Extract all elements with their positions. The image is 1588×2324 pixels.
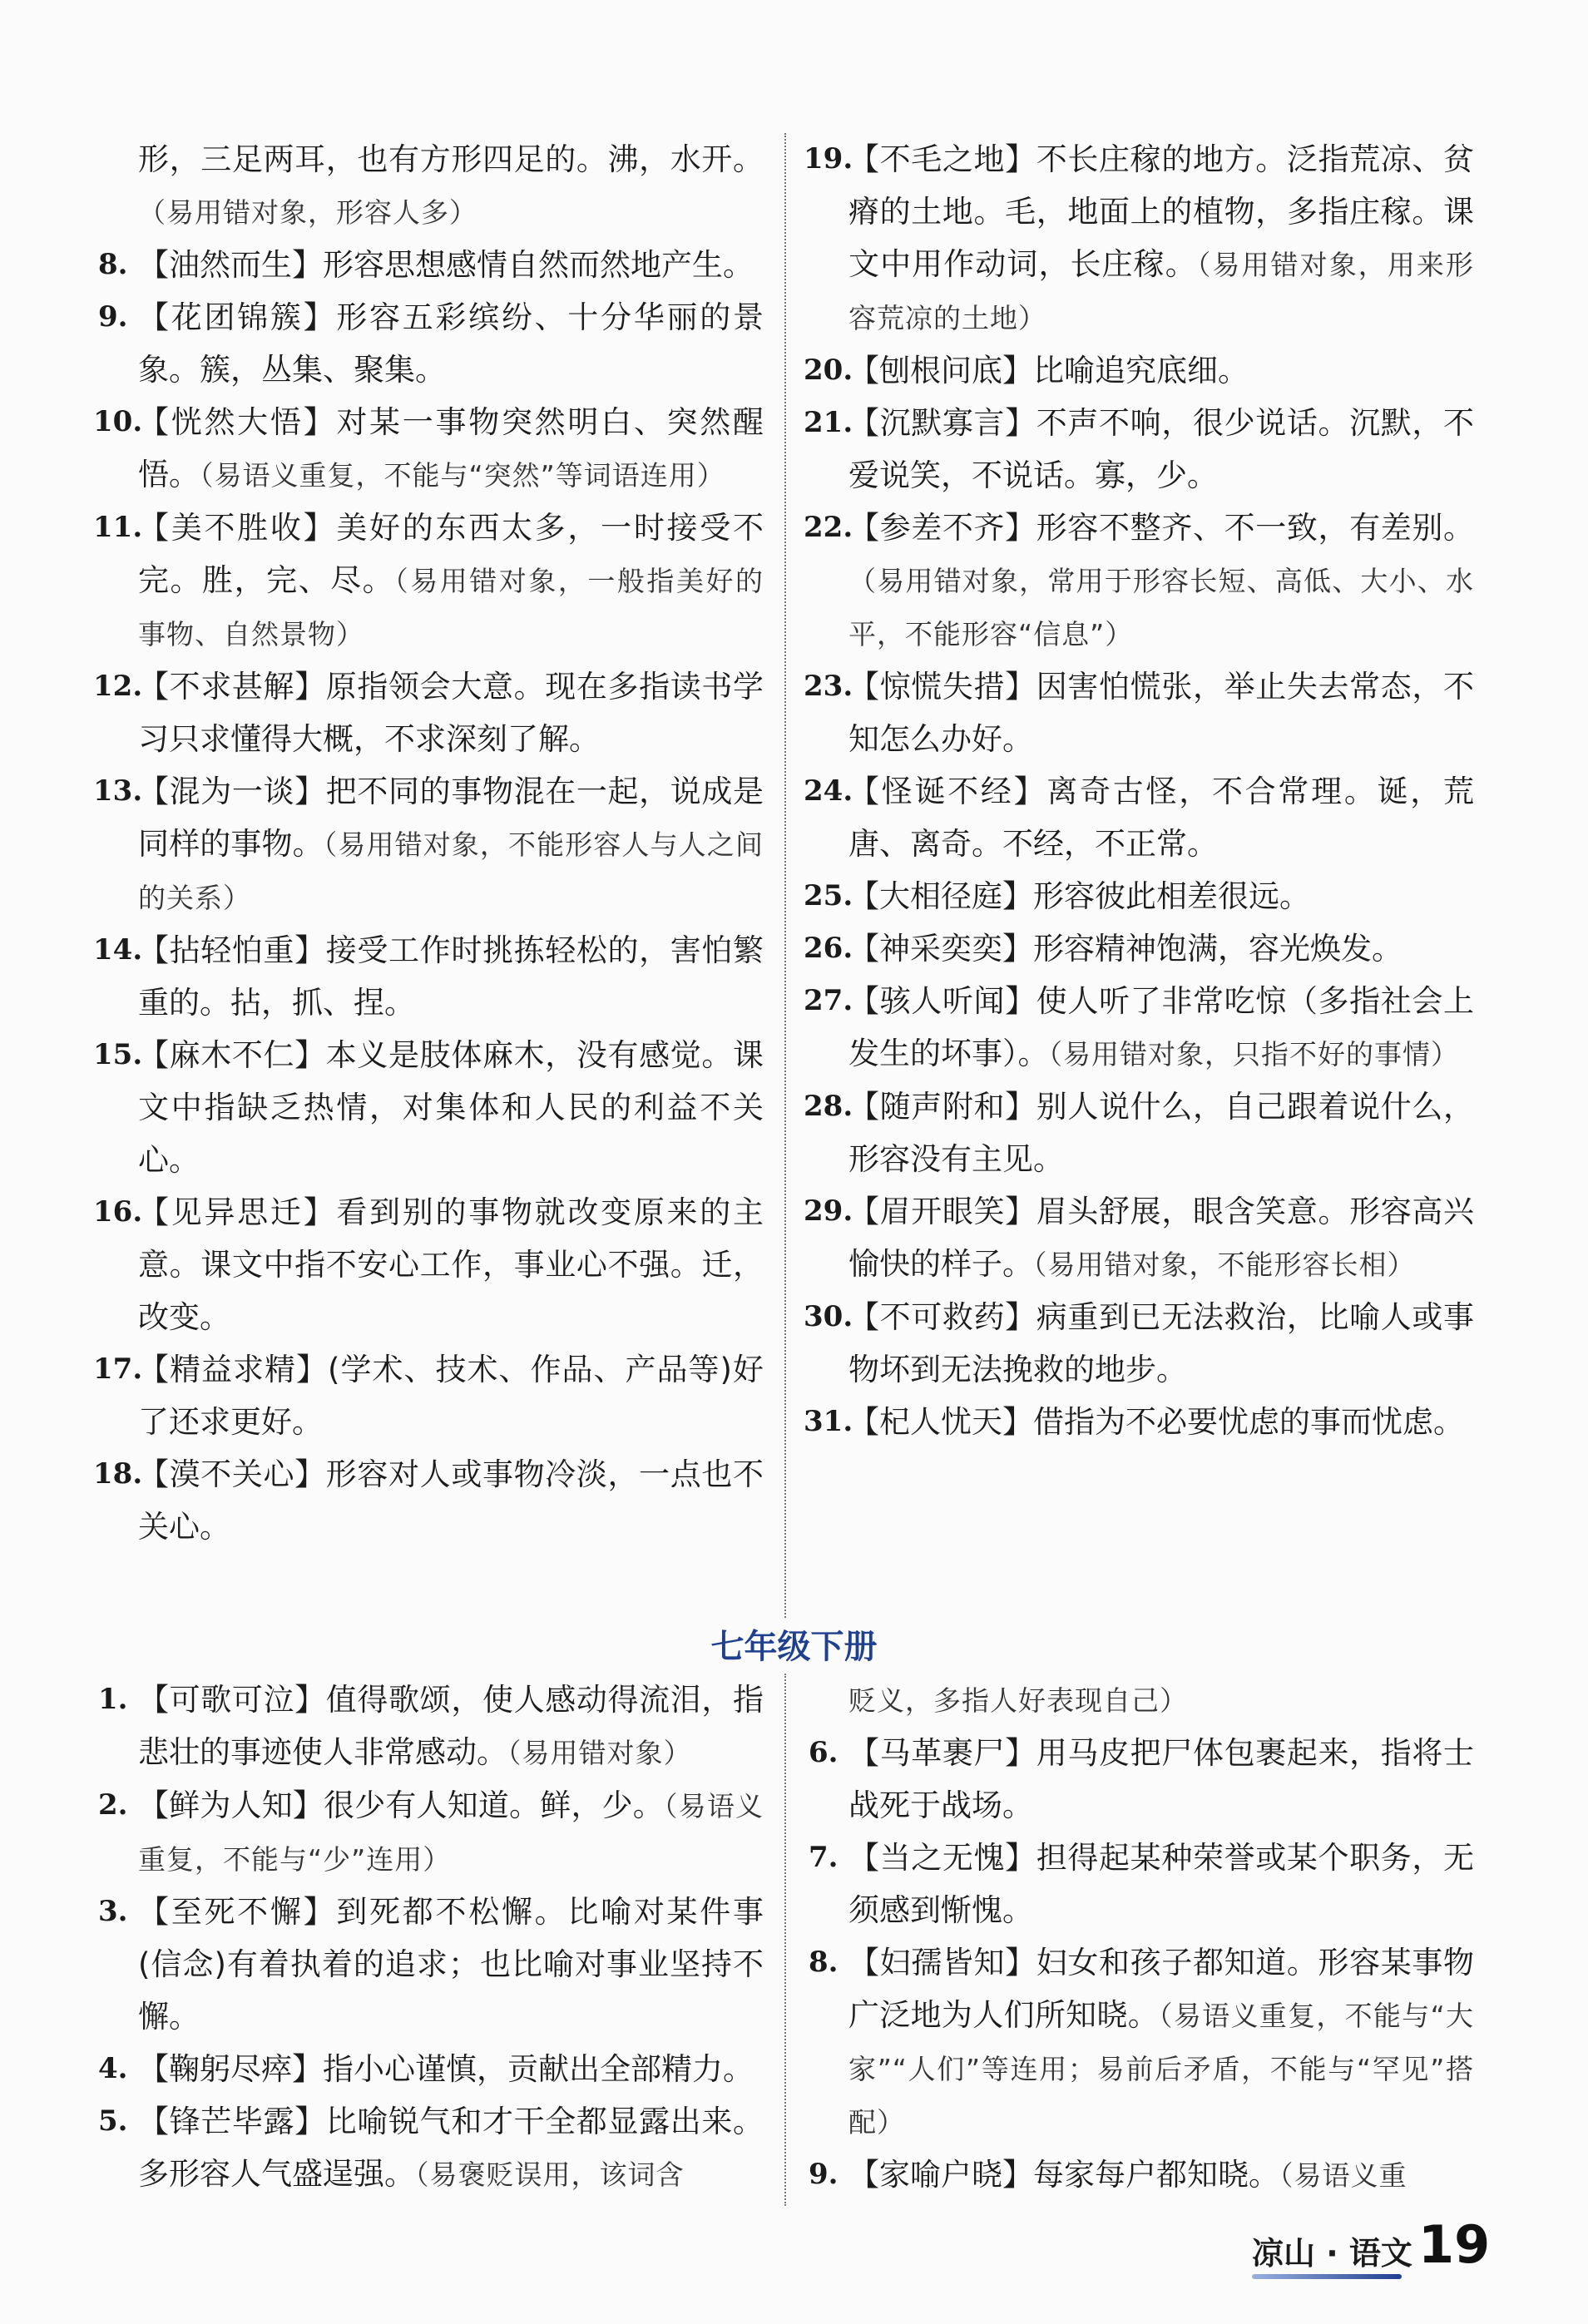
entry-number: 27. <box>804 984 853 1017</box>
entry-text: 【杞人忧天】借指为不必要忧虑的事而忧虑。 <box>848 1404 1464 1440</box>
entry-number: 18. <box>93 1457 143 1491</box>
entry-number: 31. <box>804 1405 853 1438</box>
entry-text: 【美不胜收】美好的东西太多，一时接受不完。胜，完、尽。 <box>138 510 764 598</box>
footer-accent-bar <box>1252 2274 1402 2279</box>
entry-number: 2. <box>98 1788 128 1822</box>
entry-number: 11. <box>93 511 143 544</box>
entry-number: 23. <box>804 670 853 703</box>
entry-text: 【当之无愧】担得起某种荣誉或某个职务，无须感到惭愧。 <box>848 1840 1474 1928</box>
entry-text: 【怪诞不经】离奇古怪，不合常理。诞，荒唐、离奇。不经，不正常。 <box>848 774 1474 862</box>
idiom-entry <box>804 1291 1474 1396</box>
entry-number: 24. <box>804 774 853 808</box>
idiom-entry <box>93 396 764 502</box>
entry-text: 【不求甚解】原指领会大意。现在多指读书学习只求懂得大概，不求深刻了解。 <box>138 669 764 757</box>
entry-number: 30. <box>804 1300 853 1333</box>
idiom-entry <box>98 1886 764 2043</box>
entry-number: 9. <box>809 2158 839 2191</box>
entry-note: （易用错对象，用来形容荒凉的土地） <box>848 249 1475 334</box>
entry-text: 【不毛之地】不长庄稼的地方。泛指荒凉、贫瘠的土地。毛，地面上的植物，多指庄稼。课文中用作动词，长庄稼。 <box>848 141 1474 282</box>
entry-number: 14. <box>93 933 143 967</box>
idiom-entry <box>804 922 1474 975</box>
idiom-entry <box>98 133 764 239</box>
idiom-entry <box>809 2148 1474 2202</box>
entry-number: 4. <box>98 2052 128 2085</box>
entry-text: 【鞠躬尽瘁】指小心谨慎，贡献出全部精力。 <box>138 2051 754 2087</box>
entry-note: （易褒贬误用，该词含 <box>415 2158 685 2191</box>
entry-text: 【马革裹尸】用马皮把尸体包裹起来，指将士战死于战场。 <box>848 1735 1474 1823</box>
idiom-entry <box>804 397 1474 502</box>
idiom-entry <box>804 975 1474 1080</box>
entry-note: （易语义重复，不能与“大家”“人们”等连用；易前后矛盾，不能与“罕见”搭配） <box>848 2000 1474 2139</box>
entry-text: 【刨根问底】比喻追究底细。 <box>848 353 1249 388</box>
section-title: 七年级下册 <box>710 1628 878 1666</box>
idiom-entry <box>98 1674 764 1779</box>
idiom-entry <box>93 765 764 924</box>
entry-note: （易用错对象） <box>507 1737 692 1769</box>
entry-text: 【随声附和】别人说什么，自己跟着说什么，形容没有主见。 <box>848 1089 1474 1177</box>
idiom-entry <box>809 1832 1474 1936</box>
idiom-entry <box>804 765 1474 870</box>
idiom-entry <box>809 1727 1474 1832</box>
column-divider-top <box>784 133 786 1618</box>
entry-text: 【大相径庭】形容彼此相差很远。 <box>848 878 1310 914</box>
entry-number: 16. <box>93 1195 143 1229</box>
idiom-entry <box>98 1779 764 1886</box>
entry-number: 21. <box>804 406 853 439</box>
entry-note: （易用错对象，不能形容长相） <box>1033 1249 1416 1281</box>
footer-label: 凉山 · 语文 <box>1252 2235 1412 2272</box>
entry-text: 【家喻户晓】每家每户都知晓。 <box>848 2157 1279 2193</box>
entry-text: 【混为一谈】把不同的事物混在一起，说成是同样的事物。 <box>138 774 764 862</box>
entry-note: （易语义重复，不能与“少”连用） <box>138 1790 764 1876</box>
entry-text: 【见异思迁】看到别的事物就改变原来的主意。课文中指不安心工作，事业心不强。迁，改变。 <box>138 1194 764 1335</box>
entry-text: 【不可救药】病重到已无法救治，比喻人或事物坏到无法挽救的地步。 <box>848 1299 1474 1387</box>
entry-text: 【骇人听闻】使人听了非常吃惊（多指社会上发生的坏事）。 <box>848 983 1474 1071</box>
entry-number: 12. <box>93 670 143 703</box>
page-footer <box>1252 2214 1491 2286</box>
idiom-entry <box>804 1396 1474 1448</box>
entry-note: （易语义重 <box>1279 2159 1407 2192</box>
idiom-entry <box>804 502 1474 660</box>
idiom-entry <box>93 1029 764 1186</box>
idiom-entry <box>93 502 764 660</box>
idiom-entry <box>804 133 1475 344</box>
idiom-entry <box>93 1448 764 1553</box>
entry-text: 【参差不齐】形容不整齐、不一致，有差别。 <box>848 510 1474 546</box>
entry-number: 3. <box>98 1895 128 1928</box>
entry-text: 【花团锦簇】形容五彩缤纷、十分华丽的景象。簇，丛集、聚集。 <box>138 299 764 388</box>
entry-text: 【麻木不仁】本义是肢体麻木，没有感觉。课文中指缺乏热情，对集体和人民的利益不关心。 <box>138 1037 764 1178</box>
entry-number: 22. <box>804 511 853 544</box>
entry-number: 9. <box>98 300 128 334</box>
entry-number: 15. <box>93 1038 143 1071</box>
entry-number: 19. <box>804 142 853 176</box>
entry-number: 17. <box>93 1352 143 1386</box>
entry-number: 13. <box>93 774 143 808</box>
idiom-entry <box>93 1343 764 1448</box>
entry-note: （易语义重复，不能与“突然”等词语连用） <box>200 459 725 492</box>
entry-number: 8. <box>809 1946 839 1979</box>
column-left-upper <box>93 133 764 1553</box>
entry-number: 7. <box>809 1841 839 1874</box>
entry-text: 形，三足两耳，也有方形四足的。沸，水开。 <box>138 141 764 177</box>
idiom-entry <box>804 870 1474 922</box>
idiom-entry <box>98 2043 764 2095</box>
idiom-entry <box>809 1674 1474 1727</box>
entry-number: 20. <box>804 354 853 387</box>
entry-note: （易用错对象，只指不好的事情） <box>1048 1038 1459 1071</box>
idiom-entry <box>804 344 1474 397</box>
idiom-entry <box>98 2095 764 2201</box>
entry-note: 贬义，多指人好表现自己） <box>848 1684 1188 1717</box>
entry-number: 26. <box>804 932 853 965</box>
idiom-entry <box>809 1936 1474 2148</box>
entry-text: 【眉开眼笑】眉头舒展，眼含笑意。形容高兴愉快的样子。 <box>848 1194 1474 1282</box>
idiom-entry <box>98 291 764 396</box>
entry-text: 【可歌可泣】值得歌颂，使人感动得流泪，指悲壮的事迹使人非常感动。 <box>138 1682 764 1770</box>
entry-text: 【精益求精】(学术、技术、作品、产品等)好了还求更好。 <box>138 1352 764 1440</box>
entry-text: 【漠不关心】形容对人或事物冷淡，一点也不关心。 <box>138 1456 764 1545</box>
entry-number: 10. <box>93 405 143 438</box>
entry-number: 5. <box>98 2104 128 2138</box>
entry-text: 【神采奕奕】形容精神饱满，容光焕发。 <box>848 931 1402 967</box>
idiom-entry <box>804 660 1474 765</box>
column-right-lower <box>809 1674 1474 2202</box>
entry-note: （易用错对象，常用于形容长短、高低、大小、水平，不能形容“信息”） <box>848 565 1474 650</box>
idiom-entry <box>804 1185 1474 1291</box>
entry-note: （易用错对象，一般指美好的事物、自然景物） <box>138 565 764 650</box>
entry-text: 【油然而生】形容思想感情自然而然地产生。 <box>138 247 754 283</box>
entry-number: 6. <box>809 1736 839 1769</box>
entry-number: 28. <box>804 1090 853 1123</box>
entry-number: 8. <box>98 248 128 281</box>
entry-text: 【沉默寡言】不声不响，很少说话。沉默，不爱说笑，不说话。寡，少。 <box>848 405 1474 493</box>
entry-note: （易用错对象，不能形容人与人之间的关系） <box>138 828 764 914</box>
column-divider-bottom <box>784 1674 786 2206</box>
column-left-lower <box>98 1674 764 2201</box>
column-right-upper <box>804 133 1475 1448</box>
entry-number: 29. <box>804 1194 853 1228</box>
entry-number: 1. <box>98 1683 128 1716</box>
entry-text: 【拈轻怕重】接受工作时挑拣轻松的，害怕繁重的。拈，抓、捏。 <box>138 932 764 1021</box>
entry-text: 【恍然大悟】对某一事物突然明白、突然醒悟。 <box>138 404 764 492</box>
page-number: 19 <box>1418 2214 1491 2275</box>
entry-text: 【锋芒毕露】比喻锐气和才干全都显露出来。多形容人气盛逞强。 <box>138 2104 764 2192</box>
entry-number: 25. <box>804 879 853 912</box>
idiom-entry <box>93 924 764 1029</box>
idiom-entry <box>98 239 764 291</box>
entry-note: （易用错对象，形容人多） <box>138 196 477 229</box>
idiom-entry <box>93 660 764 765</box>
entry-text: 【惊慌失措】因害怕慌张，举止失去常态，不知怎么办好。 <box>848 669 1474 757</box>
entry-text: 【鲜为人知】很少有人知道。鲜，少。 <box>138 1788 664 1823</box>
entry-text: 【妇孺皆知】妇女和孩子都知道。形容某事物广泛地为人们所知晓。 <box>848 1945 1474 2033</box>
idiom-entry <box>93 1186 764 1343</box>
entry-text: 【至死不懈】到死都不松懈。比喻对某件事(信念)有着执着的追求；也比喻对事业坚持不懈。 <box>138 1894 764 2035</box>
idiom-entry <box>804 1080 1474 1185</box>
